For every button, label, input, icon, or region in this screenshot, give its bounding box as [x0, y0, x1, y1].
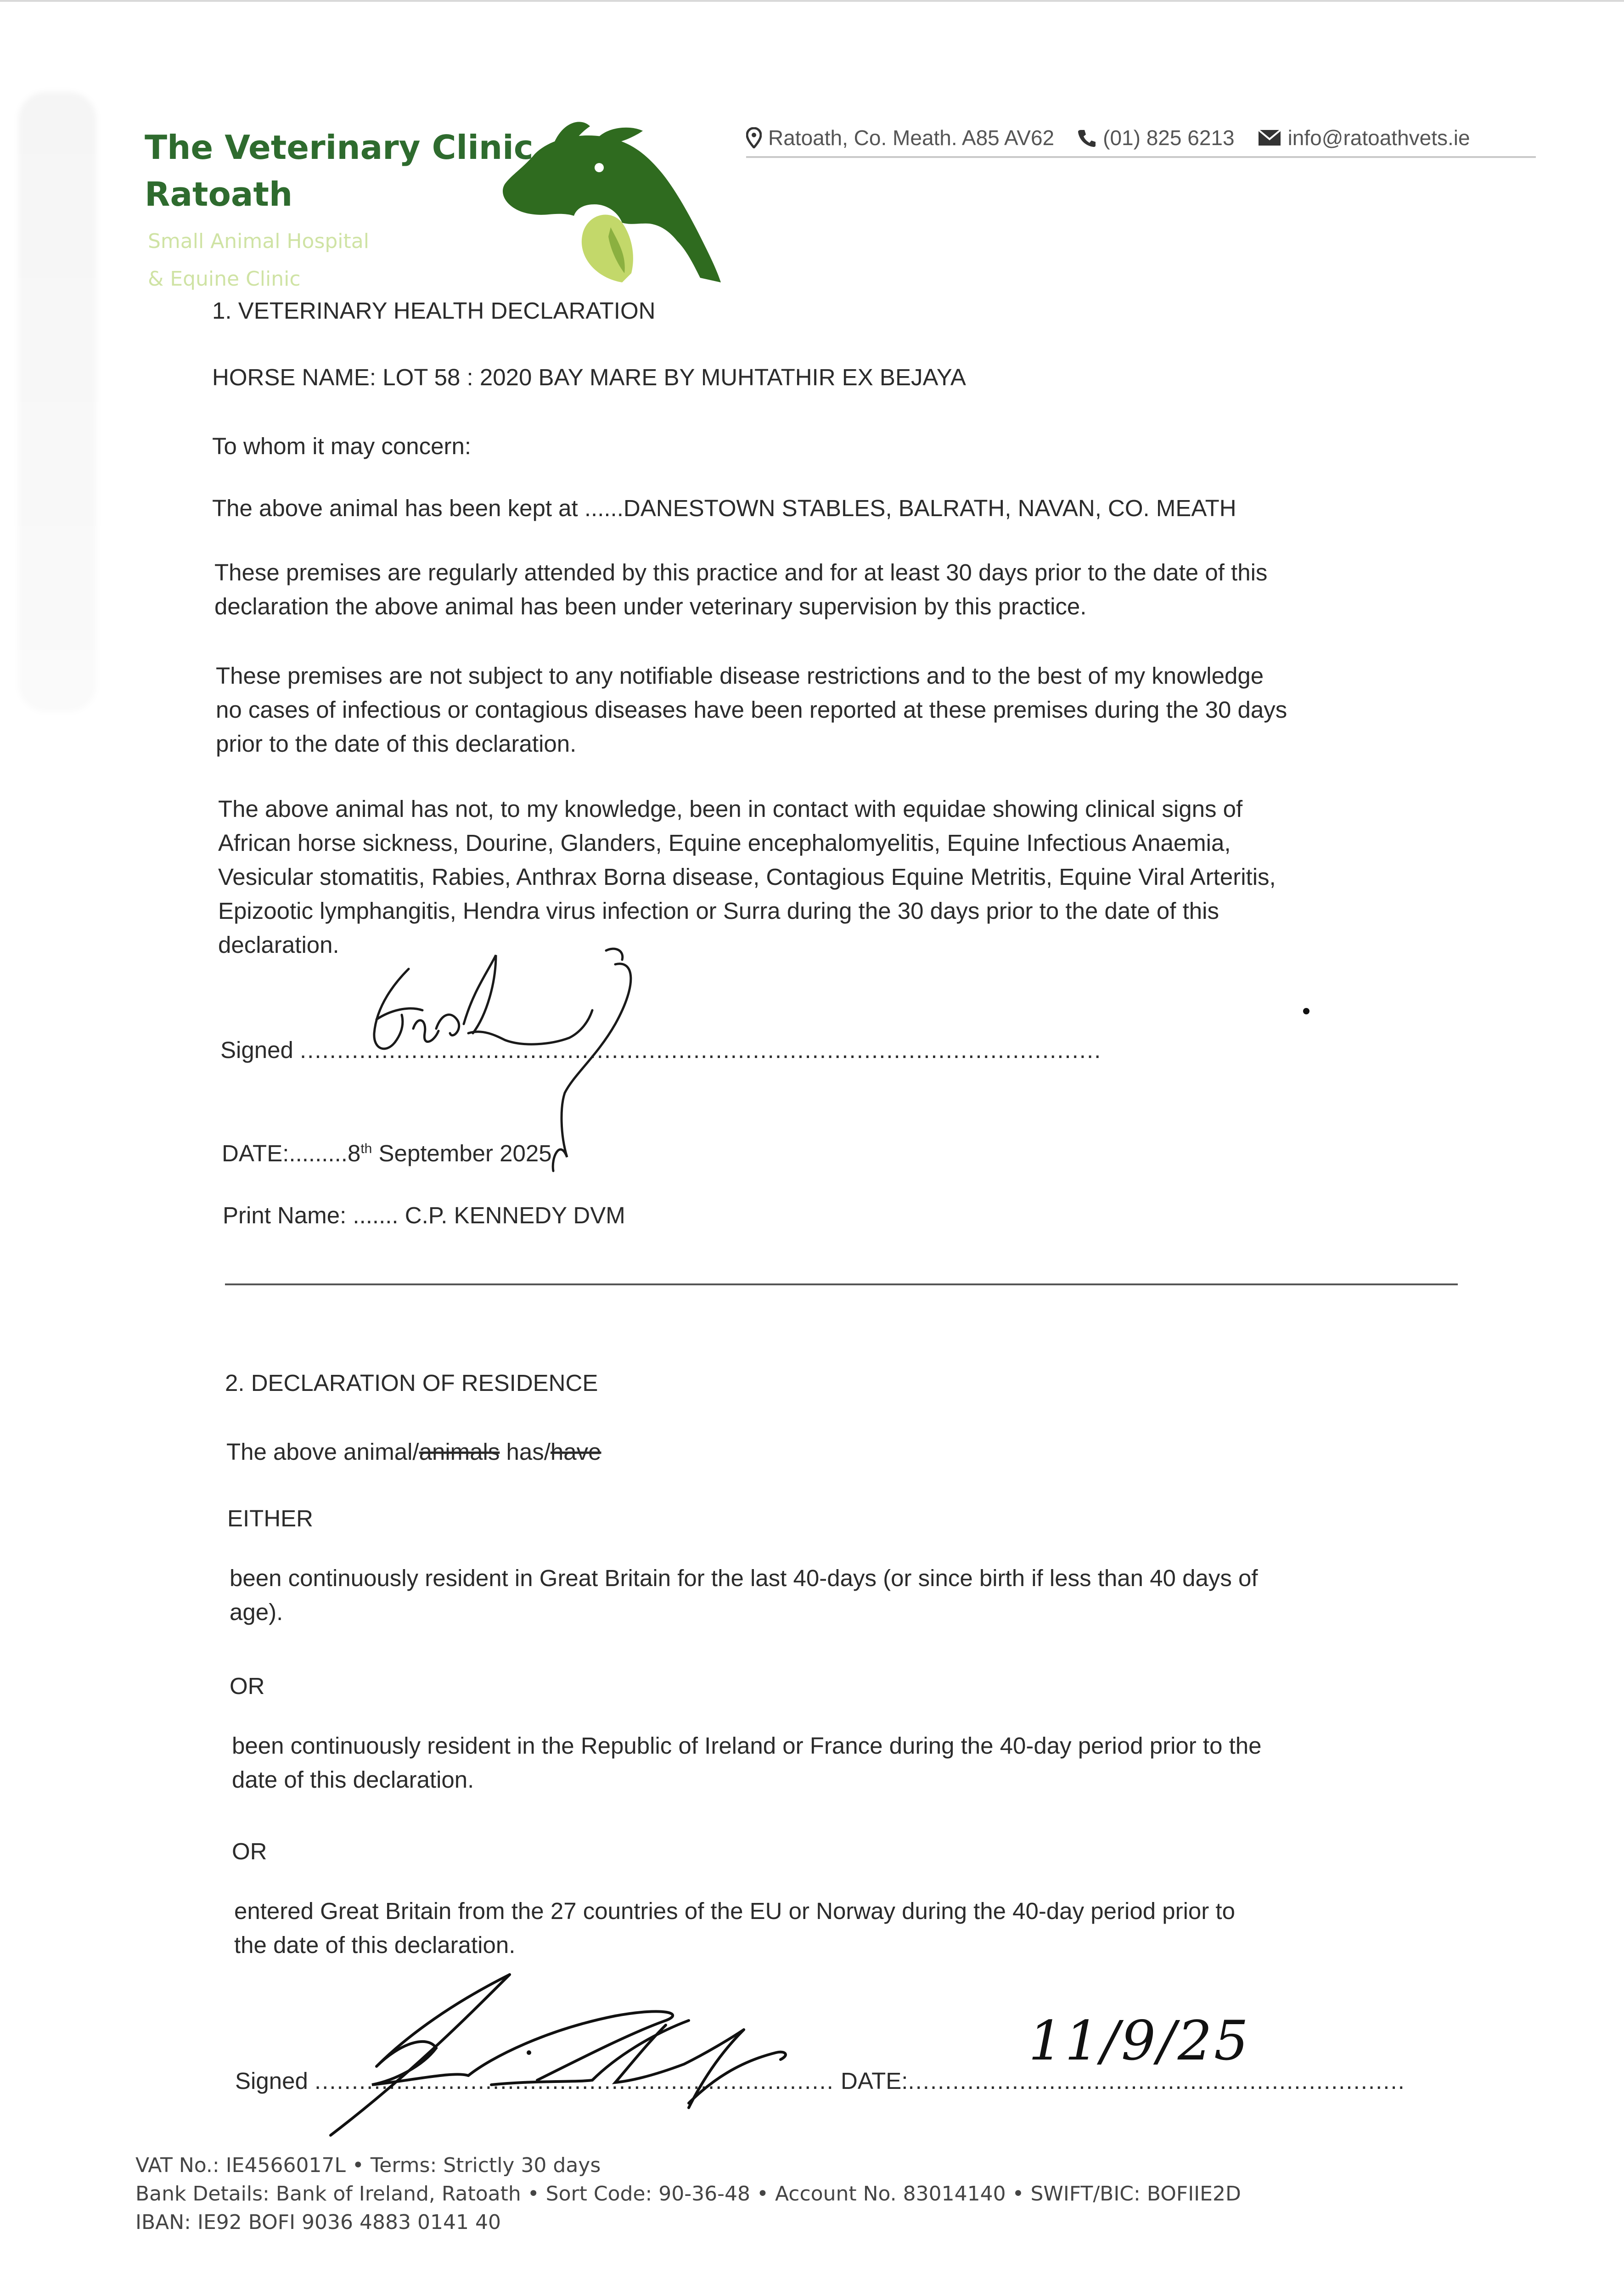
signature-dotted-line: ......................................................................	[314, 2068, 834, 2094]
option-line: date of this declaration.	[232, 1767, 474, 1793]
section2-signed-label: Signed	[235, 2068, 308, 2094]
kept-at-value: DANESTOWN STABLES, BALRATH, NAVAN, CO. MEATH	[623, 495, 1236, 521]
restrictions-line: prior to the date of this declaration.	[216, 731, 577, 757]
date-dotted-line: ...................................................................	[908, 2068, 1405, 2094]
option-line: entered Great Britain from the 27 countries of the EU or Norway during the 40-day period prior to	[234, 1898, 1235, 1924]
footer-vat-terms: VAT No.: IE4566017L • Terms: Strictly 30 days	[135, 2154, 601, 2177]
option-line: the date of this declaration.	[234, 1932, 516, 1958]
supervision-line: These premises are regularly attended by this practice and for at least 30 days prior to the date of this	[214, 559, 1268, 585]
map-pin-icon	[746, 127, 762, 148]
horse-name: HORSE NAME: LOT 58 : 2020 BAY MARE BY MUHTATHIR EX BEJAYA	[212, 364, 966, 390]
residence-intro-strike-have: have	[550, 1439, 601, 1465]
diseases-line: African horse sickness, Dourine, Glanders, Equine encephalomyelitis, Equine Infectious Anaemia,	[218, 830, 1231, 856]
scan-edge-noise	[18, 92, 96, 712]
diseases-line: declaration.	[218, 932, 339, 958]
footer-bank-details: Bank Details: Bank of Ireland, Ratoath • Sort Code: 90-36-48 • Account No. 83014140 • SWIFT/BIC: BOFIIE2D	[135, 2182, 1241, 2206]
section1-date-suffix: th	[360, 1141, 372, 1156]
section1-date-label: DATE:.........	[222, 1140, 348, 1166]
contact-phone	[1077, 125, 1234, 150]
mail-icon	[1258, 129, 1281, 146]
print-name-value: C.P. KENNEDY DVM	[405, 1202, 625, 1228]
residence-intro-strike-animals: animals	[419, 1439, 500, 1465]
horse-logo-icon	[484, 117, 723, 292]
kept-at-line	[212, 491, 1236, 525]
option-ireland-france	[232, 1729, 1262, 1797]
section1-signed-line	[220, 1033, 1101, 1067]
footer	[135, 2151, 1241, 2237]
handwritten-date: 11/9/25	[1028, 2009, 1250, 2072]
footer-iban: IBAN: IE92 BOFI 9036 4883 0141 40	[135, 2211, 501, 2234]
contact-email	[1258, 125, 1470, 150]
restrictions-paragraph	[216, 659, 1287, 761]
or-label-2: OR	[232, 1838, 267, 1864]
either-label: EITHER	[227, 1505, 314, 1531]
section1-date-rest: September 2025	[372, 1140, 552, 1166]
section2-heading: 2. DECLARATION OF RESIDENCE	[225, 1370, 598, 1396]
scan-top-edge	[0, 0, 1624, 2]
print-name-label: Print Name: .......	[223, 1202, 399, 1228]
section1-date-day: 8	[347, 1140, 361, 1166]
contact-bar	[746, 119, 1536, 158]
clinic-name	[145, 124, 534, 218]
option-eu-norway	[234, 1894, 1235, 1962]
clinic-name-line1: The Veterinary Clinic	[145, 128, 534, 167]
option-line: been continuously resident in the Republic of Ireland or France during the 40-day period prior to the	[232, 1733, 1262, 1759]
phone-icon	[1077, 128, 1096, 147]
salutation: To whom it may concern:	[212, 433, 472, 459]
section1-date-line	[222, 1132, 552, 1171]
kept-at-label: The above animal has been kept at ......	[212, 495, 624, 521]
clinic-subtitle	[148, 223, 369, 298]
diseases-line: Vesicular stomatitis, Rabies, Anthrax Borna disease, Contagious Equine Metritis, Equine Viral Arteritis,	[218, 864, 1276, 890]
signature-dotted-line: ............................................................................................................	[299, 1037, 1102, 1063]
clinic-subtitle-line2: & Equine Clinic	[148, 267, 301, 291]
print-name-line	[223, 1199, 625, 1232]
option-line: been continuously resident in Great Britain for the last 40-days (or since birth if less than 40 days of	[230, 1565, 1258, 1591]
diseases-line: The above animal has not, to my knowledge, been in contact with equidae showing clinical signs of	[218, 796, 1243, 822]
residence-intro	[226, 1435, 601, 1469]
contact-email-text: info@ratoathvets.ie	[1287, 126, 1470, 150]
option-great-britain	[230, 1561, 1258, 1629]
contact-address-text: Ratoath, Co. Meath. A85 AV62	[768, 126, 1055, 150]
diseases-line: Epizootic lymphangitis, Hendra virus infection or Surra during the 30 days prior to the date of this	[218, 898, 1219, 924]
clinic-subtitle-line1: Small Animal Hospital	[148, 230, 369, 253]
supervision-line: declaration the above animal has been under veterinary supervision by this practice.	[214, 593, 1087, 619]
section1-signed-label: Signed	[220, 1037, 293, 1063]
clinic-name-line2: Ratoath	[145, 175, 293, 214]
option-line: age).	[230, 1599, 283, 1625]
section2-date-label: DATE:	[841, 2068, 908, 2094]
contact-address	[746, 125, 1054, 150]
residence-intro-prefix: The above animal/	[226, 1439, 419, 1465]
owner-signature	[314, 1965, 950, 2140]
restrictions-line: no cases of infectious or contagious diseases have been reported at these premises during the 30 days	[216, 697, 1287, 723]
residence-intro-mid: has/	[500, 1439, 551, 1465]
section1-heading: 1. VETERINARY HEALTH DECLARATION	[212, 298, 656, 324]
restrictions-line: These premises are not subject to any notifiable disease restrictions and to the best of my knowledge	[216, 663, 1264, 689]
or-label-1: OR	[230, 1673, 265, 1699]
supervision-paragraph	[214, 556, 1267, 624]
contact-phone-text: (01) 825 6213	[1103, 126, 1235, 150]
section-divider	[225, 1283, 1458, 1285]
stray-dot	[1303, 1008, 1309, 1014]
contact-diseases-paragraph	[218, 792, 1276, 962]
